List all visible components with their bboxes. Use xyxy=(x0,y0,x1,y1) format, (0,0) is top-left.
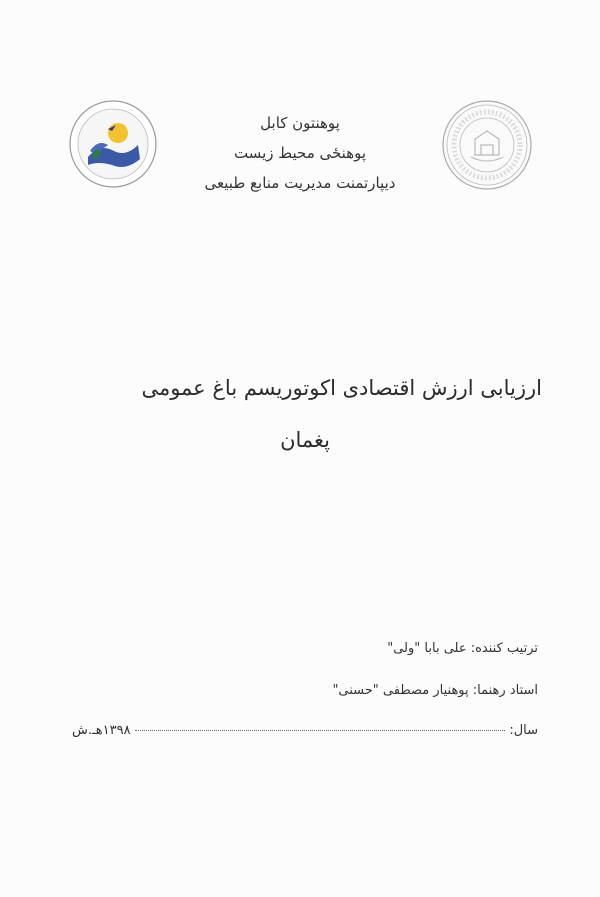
year-value: ۱۳۹۸هـ.ش xyxy=(72,723,131,738)
year-line xyxy=(72,723,538,738)
faculty-name: پوهنځی محیط زیست xyxy=(233,144,367,162)
university-name: پوهنتون کابل xyxy=(260,114,340,132)
title-line-2: پغمان xyxy=(280,428,330,452)
dotted-leader xyxy=(135,730,506,731)
title-line-1: ارزیابی ارزش اقتصادی اکوتوریسم باغ عمومی xyxy=(141,376,542,400)
department-name: دیپارتمنت مدیریت منابع طبیعی xyxy=(204,174,396,192)
compiler-line: ترتیب کننده: علی بابا "ولی" xyxy=(387,641,538,656)
university-seal xyxy=(441,99,533,191)
year-label: سال: xyxy=(509,723,538,738)
supervisor-line: استاد رهنما: پوهنیار مصطفی "حسنی" xyxy=(332,683,538,698)
